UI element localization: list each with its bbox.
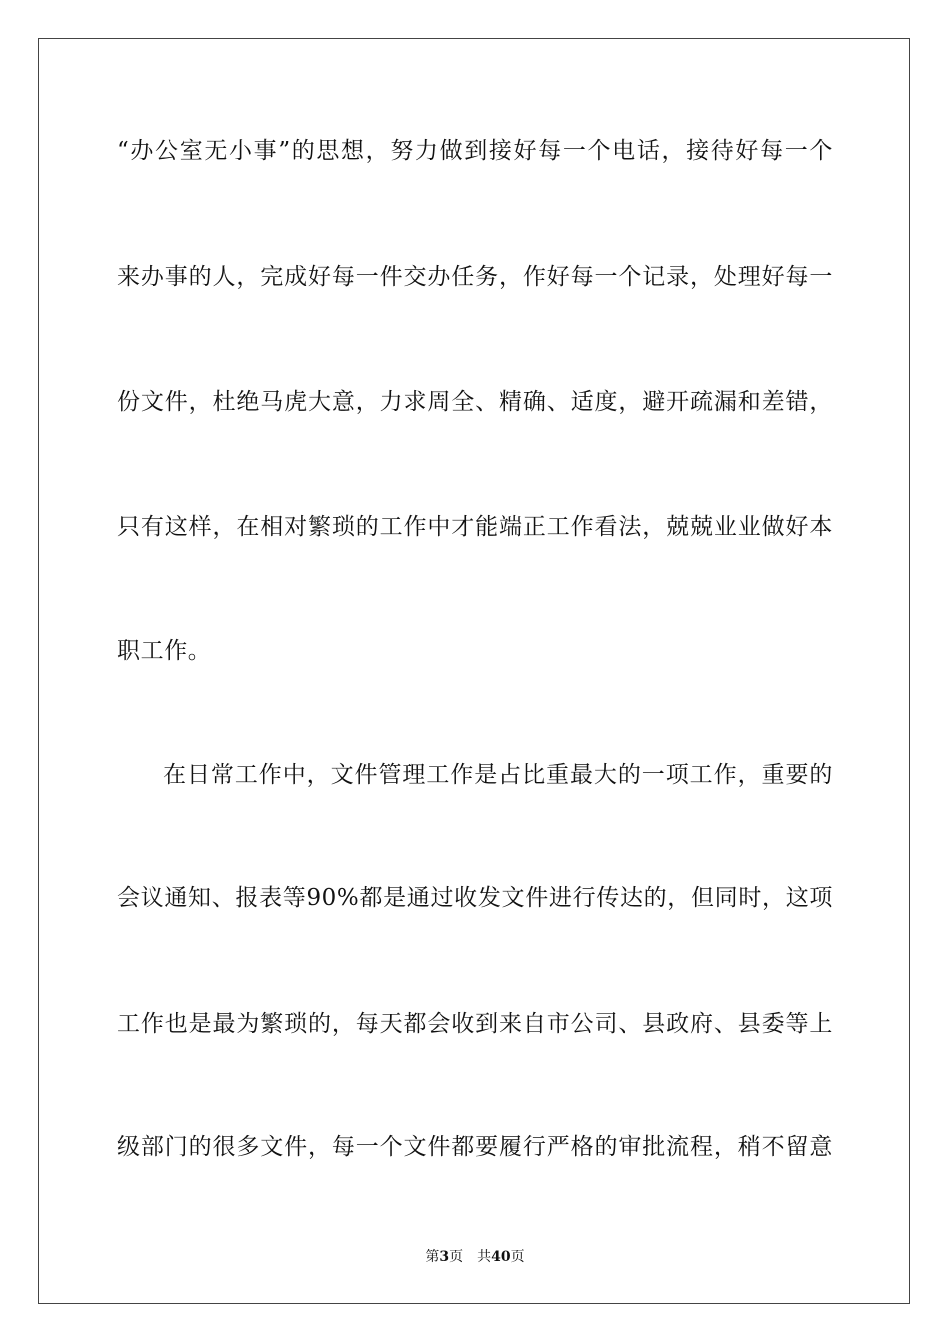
footer-total-prefix: 共 (477, 1249, 492, 1265)
footer-page-prefix: 第 (425, 1249, 440, 1265)
page-footer (0, 1248, 950, 1266)
footer-total-pages: 40 (491, 1249, 511, 1265)
body-line-2: 来办事的人，完成好每一件交办任务，作好每一个记录，处理好每一 (117, 264, 833, 290)
body-line-3: 份文件，杜绝马虎大意，力求周全、精确、适度，避开疏漏和差错， (117, 389, 833, 415)
footer-page-number: 3 (439, 1249, 450, 1265)
body-line-7: 会议通知、报表等90%都是通过收发文件进行传达的，但同时，这项 (117, 885, 833, 911)
body-line-4: 只有这样，在相对繁琐的工作中才能端正工作看法，兢兢业业做好本 (117, 514, 833, 540)
footer-page-suffix: 页 (449, 1249, 464, 1265)
body-line-9: 级部门的很多文件，每一个文件都要履行严格的审批流程，稍不留意 (117, 1134, 833, 1160)
page-border (38, 38, 910, 1304)
body-line-6: 在日常工作中，文件管理工作是占比重最大的一项工作，重要的 (163, 762, 833, 788)
body-line-8: 工作也是最为繁琐的，每天都会收到来自市公司、县政府、县委等上 (117, 1011, 833, 1037)
body-line-5: 职工作。 (117, 638, 212, 664)
footer-total-suffix: 页 (510, 1249, 525, 1265)
body-line-1: “办公室无小事”的思想，努力做到接好每一个电话，接待好每一个 (117, 138, 833, 164)
